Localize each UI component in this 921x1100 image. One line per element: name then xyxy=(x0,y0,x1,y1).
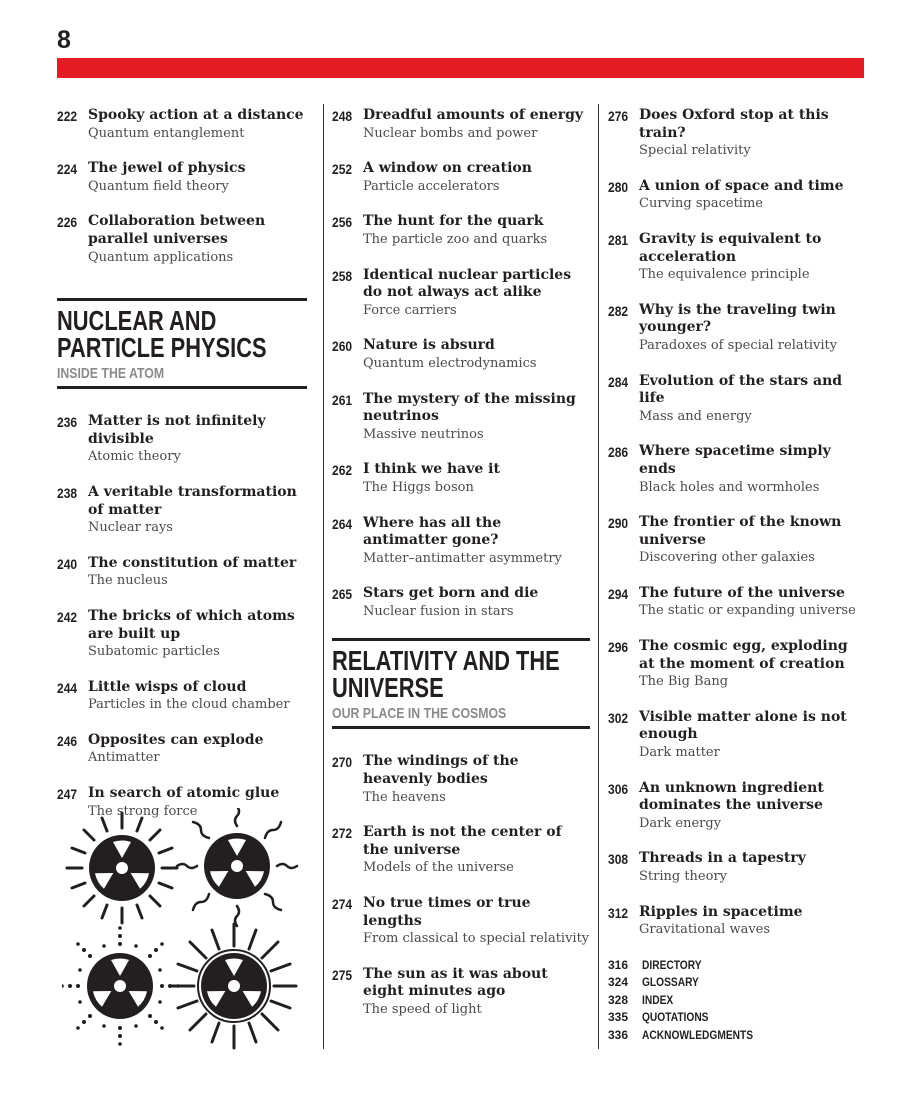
toc-entry[interactable] xyxy=(332,160,590,195)
toc-subtitle: String theory xyxy=(639,869,728,884)
toc-page-number: 275 xyxy=(332,966,353,983)
toc-page-number: 270 xyxy=(332,754,353,771)
toc-title: Identical nuclear particles do not always act alike xyxy=(363,266,572,301)
toc-subtitle: Quantum electrodynamics xyxy=(363,355,537,371)
toc-title: Opposites can explode xyxy=(88,731,264,748)
toc-page-number: 252 xyxy=(332,161,353,178)
toc-page-number: 294 xyxy=(608,585,629,602)
section-title: NUCLEAR AND PARTICLE PHYSICS xyxy=(57,305,267,364)
toc-page-number: 290 xyxy=(608,515,629,532)
toc-subtitle: The static or expanding universe xyxy=(639,603,856,619)
toc-entry[interactable] xyxy=(332,391,590,444)
toc-subtitle: Gravitational waves xyxy=(639,922,771,938)
toc-entry[interactable] xyxy=(608,302,864,355)
toc-page-number: 265 xyxy=(332,586,353,603)
toc-title: The constitution of matter xyxy=(88,554,297,571)
header-accent-bar xyxy=(57,58,864,78)
toc-subtitle: Subatomic particles xyxy=(88,644,220,660)
section-subtitle: OUR PLACE IN THE COSMOS xyxy=(332,705,507,723)
toc-title: A veritable transformation of matter xyxy=(88,483,297,518)
toc-page-number: 308 xyxy=(608,851,629,868)
toc-column-2 xyxy=(332,107,590,1037)
end-matter-page: 328 xyxy=(608,992,629,1007)
toc-title: An unknown ingredient dominates the universe xyxy=(639,779,824,814)
toc-page-number: 274 xyxy=(332,896,353,913)
toc-page-number: 238 xyxy=(57,484,78,501)
toc-subtitle: Force carriers xyxy=(363,302,457,318)
toc-title: Threads in a tapestry xyxy=(639,850,806,867)
toc-subtitle: Dark matter xyxy=(639,745,720,761)
toc-title: The mystery of the missing neutrinos xyxy=(363,390,576,425)
toc-entries xyxy=(608,107,864,939)
toc-page-number: 276 xyxy=(608,108,629,124)
toc-subtitle: Dark energy xyxy=(639,815,722,831)
end-matter-item[interactable] xyxy=(608,957,864,975)
toc-title: The sun as it was about eight minutes ago xyxy=(363,965,548,1000)
toc-subtitle: Discovering other galaxies xyxy=(639,550,815,566)
toc-entry[interactable] xyxy=(608,178,864,213)
toc-title: The hunt for the quark xyxy=(363,213,544,230)
section-title: RELATIVITY AND THE UNIVERSE xyxy=(332,645,560,704)
toc-title: Collaboration between parallel universes xyxy=(88,213,266,247)
end-matter-item[interactable] xyxy=(608,1009,864,1027)
toc-page-number: 260 xyxy=(332,338,353,355)
toc-title: No true times or true lengths xyxy=(363,895,531,929)
toc-entry[interactable] xyxy=(332,585,590,620)
toc-title: A window on creation xyxy=(363,160,532,177)
toc-subtitle: Matter–antimatter asymmetry xyxy=(363,550,562,566)
radiation-illustration xyxy=(62,808,302,1053)
toc-title: Dreadful amounts of energy xyxy=(363,107,584,123)
toc-page-number: 286 xyxy=(608,444,629,461)
toc-entry[interactable] xyxy=(332,107,590,142)
toc-page-number: 224 xyxy=(57,161,78,178)
toc-entry[interactable] xyxy=(57,213,307,266)
toc-title: Visible matter alone is not enough xyxy=(639,708,847,743)
toc-entry[interactable] xyxy=(57,679,307,714)
toc-page-number: 280 xyxy=(608,178,629,195)
column-divider xyxy=(598,104,599,1049)
toc-entry[interactable] xyxy=(57,484,307,537)
toc-entry[interactable] xyxy=(332,213,590,248)
toc-subtitle: The nucleus xyxy=(88,573,168,589)
end-matter-label: INDEX xyxy=(642,992,674,1007)
toc-page-number: 306 xyxy=(608,780,629,797)
section-subtitle: INSIDE THE ATOM xyxy=(57,365,165,383)
toc-title: Gravity is equivalent to acceleration xyxy=(639,230,822,265)
toc-entry[interactable] xyxy=(332,753,590,806)
toc-title: Nature is absurd xyxy=(363,337,495,354)
end-matter-page: 335 xyxy=(608,1010,629,1025)
toc-entry[interactable] xyxy=(608,231,864,284)
toc-title: Evolution of the stars and life xyxy=(639,372,843,407)
toc-subtitle: Atomic theory xyxy=(88,449,181,465)
toc-entries-top xyxy=(332,107,590,620)
toc-entry[interactable] xyxy=(332,267,590,320)
toc-title: Where has all the antimatter gone? xyxy=(363,514,502,549)
toc-subtitle: The heavens xyxy=(363,789,446,805)
toc-page-number: 302 xyxy=(608,709,629,726)
toc-subtitle: Quantum entanglement xyxy=(88,125,245,141)
end-matter-list xyxy=(608,957,864,1045)
end-matter-item[interactable] xyxy=(608,992,864,1010)
toc-title: Does Oxford stop at this train? xyxy=(639,107,829,141)
toc-entry[interactable] xyxy=(608,850,864,885)
toc-title: Earth is not the center of the universe xyxy=(363,824,562,858)
end-matter-page: 324 xyxy=(608,975,629,990)
toc-subtitle: The strong force xyxy=(88,803,198,819)
end-matter-label: GLOSSARY xyxy=(642,975,699,990)
end-matter-page: 316 xyxy=(608,957,629,972)
toc-subtitle: The particle zoo and quarks xyxy=(363,231,548,247)
toc-entry[interactable] xyxy=(57,608,307,661)
end-matter-item[interactable] xyxy=(608,1027,864,1045)
toc-column-1 xyxy=(57,107,307,838)
toc-title: The frontier of the known universe xyxy=(639,514,842,548)
toc-subtitle: Nuclear rays xyxy=(88,520,173,536)
toc-page-number: 236 xyxy=(57,414,78,431)
toc-subtitle: Paradoxes of special relativity xyxy=(639,337,838,353)
toc-entry[interactable] xyxy=(57,160,307,195)
toc-page-number: 240 xyxy=(57,555,78,572)
toc-entry[interactable] xyxy=(332,461,590,496)
toc-page-number: 262 xyxy=(332,462,353,479)
end-matter-item[interactable] xyxy=(608,974,864,992)
toc-entry[interactable] xyxy=(608,780,864,833)
end-matter-page: 336 xyxy=(608,1027,629,1042)
toc-page-number: 247 xyxy=(57,786,78,803)
toc-title: The bricks of which atoms are built up xyxy=(88,607,295,642)
toc-entry[interactable] xyxy=(608,638,864,691)
toc-subtitle: Particles in the cloud chamber xyxy=(88,697,290,713)
toc-entry[interactable] xyxy=(332,895,590,948)
toc-page-number: 264 xyxy=(332,515,353,532)
section-header-relativity xyxy=(332,638,590,729)
toc-page-number: 284 xyxy=(608,373,629,390)
toc-entry[interactable] xyxy=(332,824,590,877)
toc-page-number: 282 xyxy=(608,302,629,319)
toc-subtitle: The speed of light xyxy=(363,1002,482,1017)
toc-title: Little wisps of cloud xyxy=(88,678,247,695)
toc-subtitle: The Big Bang xyxy=(639,674,729,690)
toc-subtitle: From classical to special relativity xyxy=(363,931,590,947)
toc-subtitle: Special relativity xyxy=(639,143,751,159)
radiation-burst-icon xyxy=(172,924,296,1048)
toc-subtitle: Quantum field theory xyxy=(88,178,229,194)
end-matter-label: QUOTATIONS xyxy=(642,1010,709,1025)
toc-subtitle: Black holes and wormholes xyxy=(639,479,820,495)
toc-entry[interactable] xyxy=(608,107,864,160)
toc-page-number: 246 xyxy=(57,732,78,749)
toc-page-number: 258 xyxy=(332,267,353,284)
toc-entry[interactable] xyxy=(332,966,590,1019)
toc-title: I think we have it xyxy=(363,461,500,478)
toc-title: The future of the universe xyxy=(639,584,845,601)
toc-page-number: 261 xyxy=(332,391,353,408)
toc-page-number: 242 xyxy=(57,608,78,625)
toc-subtitle: Mass and energy xyxy=(639,408,752,424)
toc-entry[interactable] xyxy=(608,373,864,426)
toc-subtitle: Nuclear bombs and power xyxy=(363,125,538,141)
toc-entry[interactable] xyxy=(332,337,590,372)
toc-title: Where spacetime simply ends xyxy=(639,443,831,477)
toc-entries xyxy=(332,753,590,1018)
toc-subtitle: Nuclear fusion in stars xyxy=(363,603,514,619)
column-divider xyxy=(323,104,324,1049)
toc-entry[interactable] xyxy=(608,709,864,762)
toc-title: The windings of the heavenly bodies xyxy=(363,753,519,788)
toc-entry[interactable] xyxy=(332,515,590,568)
toc-page-number: 296 xyxy=(608,639,629,656)
toc-subtitle: The equivalence principle xyxy=(639,267,810,283)
toc-entry[interactable] xyxy=(608,904,864,939)
toc-page-number: 222 xyxy=(57,108,78,124)
toc-title: Why is the traveling twin younger? xyxy=(639,301,836,336)
toc-entry[interactable] xyxy=(57,555,307,590)
toc-title: Matter is not infinitely divisible xyxy=(88,413,266,447)
toc-subtitle: Models of the universe xyxy=(363,860,514,876)
toc-entries-top xyxy=(57,107,307,266)
toc-page-number: 226 xyxy=(57,214,78,231)
toc-page-number: 244 xyxy=(57,679,78,696)
toc-page-number: 281 xyxy=(608,231,629,248)
toc-title: Ripples in spacetime xyxy=(639,903,803,920)
toc-title: Stars get born and die xyxy=(363,585,539,602)
toc-subtitle: Massive neutrinos xyxy=(363,426,484,442)
toc-title: The cosmic egg, exploding at the moment of creation xyxy=(639,638,848,672)
toc-subtitle: The Higgs boson xyxy=(363,479,474,495)
toc-entry[interactable] xyxy=(57,413,307,466)
radiation-dotted-sun-icon xyxy=(62,926,180,1046)
toc-entry[interactable] xyxy=(608,443,864,496)
end-matter-label: DIRECTORY xyxy=(642,957,702,972)
page-number: 8 xyxy=(57,26,71,54)
toc-title: Spooky action at a distance xyxy=(88,107,304,123)
radiation-sun-icon xyxy=(67,813,177,923)
toc-page-number: 256 xyxy=(332,214,353,231)
toc-subtitle: Antimatter xyxy=(88,750,160,766)
toc-entry[interactable] xyxy=(608,585,864,620)
toc-entry[interactable] xyxy=(608,514,864,567)
toc-column-3 xyxy=(608,107,864,1044)
toc-page-number: 248 xyxy=(332,108,353,124)
toc-title: A union of space and time xyxy=(639,177,844,194)
toc-subtitle: Particle accelerators xyxy=(363,178,500,194)
toc-entry[interactable] xyxy=(57,107,307,142)
toc-title: In search of atomic glue xyxy=(88,785,280,802)
toc-page-number: 312 xyxy=(608,904,629,921)
radiation-wavy-sun-icon xyxy=(177,808,297,926)
end-matter-label: ACKNOWLEDGMENTS xyxy=(642,1027,754,1042)
toc-entries xyxy=(57,413,307,820)
toc-title: The jewel of physics xyxy=(88,160,246,177)
toc-subtitle: Curving spacetime xyxy=(639,196,763,212)
toc-subtitle: Quantum applications xyxy=(88,249,234,265)
toc-page-number: 272 xyxy=(332,825,353,842)
toc-entry[interactable] xyxy=(57,732,307,767)
section-header-nuclear xyxy=(57,298,307,389)
